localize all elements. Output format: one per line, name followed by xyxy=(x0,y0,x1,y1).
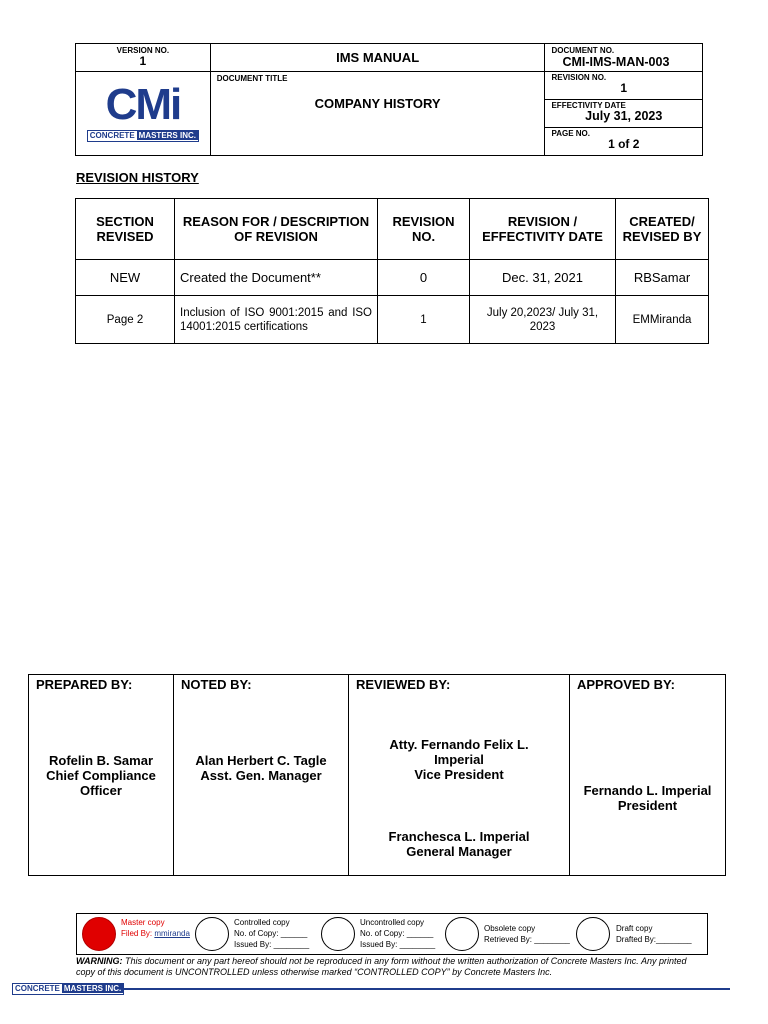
obsolete-copy-marker xyxy=(445,917,479,951)
doc-title-cell xyxy=(210,72,545,156)
table-row xyxy=(76,260,709,296)
document-header xyxy=(75,43,703,156)
cell-revision-no: 0 xyxy=(378,260,470,296)
noted-title: Asst. Gen. Manager xyxy=(200,768,322,783)
revision-history-table xyxy=(75,198,709,344)
warning-body: This document or any part hereof should not be reproduced in any form without the written authorization of Concrete Masters Inc. Any printed copy of this document is UNCONTROLLED unless otherwise marked “CONTROLLED COPY” by Concrete Masters Inc. xyxy=(76,956,687,977)
master-filed-by xyxy=(121,928,190,939)
noted-name: Alan Herbert C. Tagle xyxy=(195,753,327,768)
prepared-name: Rofelin B. Samar xyxy=(48,753,154,768)
doc-no-value: CMI-IMS-MAN-003 xyxy=(562,55,670,69)
signature-table xyxy=(28,674,726,876)
master-filed-value: mmiranda xyxy=(154,929,190,938)
logo-wordmark: CMi xyxy=(105,79,181,129)
col-header-reason: REASON FOR / DESCRIPTION OF REVISION xyxy=(175,199,378,260)
manual-title-cell xyxy=(210,44,545,72)
table-header-row xyxy=(76,199,709,260)
uncontrolled-copy-marker xyxy=(321,917,355,951)
uncontrolled-line-1: Uncontrolled copy xyxy=(360,918,425,927)
uncontrolled-line-2: No. of Copy: ______ xyxy=(360,929,434,938)
page-label: PAGE NO. xyxy=(551,129,590,138)
revision-value: 1 xyxy=(620,81,628,95)
reviewed-name-1: Atty. Fernando Felix L. Imperial xyxy=(389,737,529,767)
manual-title: IMS MANUAL xyxy=(336,50,420,65)
prepared-label: PREPARED BY: xyxy=(36,677,133,692)
uncontrolled-copy-text xyxy=(360,917,435,950)
master-copy-label: Master copy xyxy=(121,918,165,927)
approved-cell xyxy=(570,675,726,876)
controlled-line-3: Issued By: ________ xyxy=(234,940,310,949)
prepared-title: Chief Compliance Officer xyxy=(46,768,156,798)
draft-copy-text xyxy=(616,923,692,945)
col-header-effectivity: REVISION / EFFECTIVITY DATE xyxy=(470,199,616,260)
controlled-copy-marker xyxy=(195,917,229,951)
revision-cell xyxy=(545,72,703,100)
warning-text xyxy=(76,956,706,978)
controlled-copy-text xyxy=(234,917,309,950)
page-value: 1 of 2 xyxy=(608,137,640,151)
logo-strip-b: MASTERS INC. xyxy=(138,130,196,140)
footer-logo-b: MASTERS INC. xyxy=(63,984,122,993)
version-cell xyxy=(76,44,211,72)
approved-label: APPROVED BY: xyxy=(577,677,675,692)
reviewed-title-2: General Manager xyxy=(406,844,512,859)
obsolete-copy-text xyxy=(484,923,570,945)
noted-label: NOTED BY: xyxy=(181,677,252,692)
version-label: VERSION NO. xyxy=(116,46,170,55)
footer-logo xyxy=(12,983,124,995)
cell-date: Dec. 31, 2021 xyxy=(470,260,616,296)
col-header-section: SECTION REVISED xyxy=(76,199,175,260)
master-copy-text xyxy=(121,917,190,939)
effectivity-value: July 31, 2023 xyxy=(585,109,663,123)
obsolete-line-1: Obsolete copy xyxy=(484,924,536,933)
reviewed-title-1: Vice President xyxy=(414,767,504,782)
doc-title-value: COMPANY HISTORY xyxy=(314,96,441,111)
effectivity-label: EFFECTIVITY DATE xyxy=(551,101,626,110)
draft-line-2: Drafted By:________ xyxy=(616,935,692,944)
approved-name: Fernando L. Imperial xyxy=(583,783,712,798)
obsolete-line-2: Retrieved By: ________ xyxy=(484,935,570,944)
cell-revision-no: 1 xyxy=(378,296,470,344)
master-filed-label: Filed By: xyxy=(121,929,153,938)
prepared-cell xyxy=(29,675,174,876)
cell-section: NEW xyxy=(76,260,175,296)
cell-reason: Created the Document** xyxy=(175,260,378,296)
cell-reason: Inclusion of ISO 9001:2015 and ISO 14001:2015 certifications xyxy=(175,296,378,344)
footer-divider xyxy=(122,988,730,990)
company-logo xyxy=(76,79,210,143)
footer-logo-a: CONCRETE xyxy=(15,984,60,993)
master-copy-marker xyxy=(82,917,116,951)
reviewed-name-2: Franchesca L. Imperial xyxy=(388,829,530,844)
draft-copy-marker xyxy=(576,917,610,951)
controlled-line-2: No. of Copy: ______ xyxy=(234,929,308,938)
warning-label: WARNING: xyxy=(76,956,123,966)
revision-history-title: REVISION HISTORY xyxy=(76,170,199,185)
draft-line-1: Draft copy xyxy=(616,924,653,933)
col-header-revision-no: REVISION NO. xyxy=(378,199,470,260)
doc-no-label: DOCUMENT NO. xyxy=(551,46,615,55)
logo-cell xyxy=(76,72,211,156)
cell-section: Page 2 xyxy=(76,296,175,344)
copy-status-box xyxy=(76,913,708,955)
controlled-line-1: Controlled copy xyxy=(234,918,290,927)
page-cell xyxy=(545,128,703,156)
reviewed-cell xyxy=(349,675,570,876)
doc-no-cell xyxy=(545,44,703,72)
approved-title: President xyxy=(617,798,678,813)
revision-label: REVISION NO. xyxy=(551,73,607,82)
col-header-created-by: CREATED/ REVISED BY xyxy=(616,199,709,260)
effectivity-cell xyxy=(545,100,703,128)
cell-created-by: RBSamar xyxy=(616,260,709,296)
doc-title-label: DOCUMENT TITLE xyxy=(216,74,288,83)
cell-date: July 20,2023/ July 31, 2023 xyxy=(470,296,616,344)
uncontrolled-line-3: Issued By: ________ xyxy=(360,940,436,949)
table-row xyxy=(76,296,709,344)
noted-cell xyxy=(174,675,349,876)
reviewed-label: REVIEWED BY: xyxy=(356,677,451,692)
version-value: 1 xyxy=(139,54,147,68)
logo-strip-a: CONCRETE xyxy=(89,130,135,140)
cell-created-by: EMMiranda xyxy=(616,296,709,344)
logo-strip xyxy=(87,130,199,142)
